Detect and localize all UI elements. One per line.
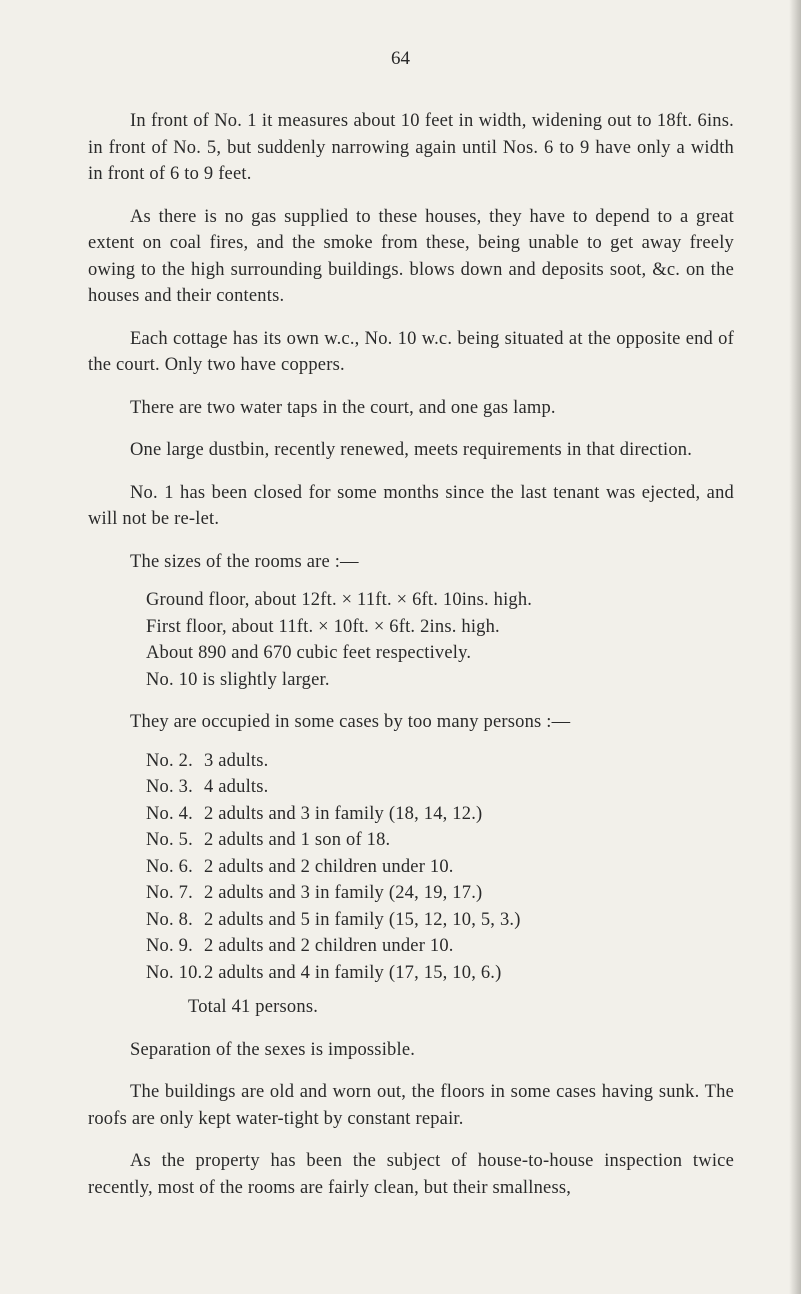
page-edge-shadow bbox=[789, 0, 801, 1294]
paragraph-water-taps: There are two water taps in the court, and one gas lamp. bbox=[130, 397, 556, 418]
paragraph-gas-smoke: As there is no gas supplied to these houses, they have to depend to a great extent on coal fires, and the smoke from these, being unable to get away freely owing to the high surrounding buildings. blows down and deposits soot, &c. on the houses and their contents. bbox=[88, 206, 734, 306]
house-number: No. 4. bbox=[146, 803, 193, 824]
occupancy-list bbox=[146, 748, 734, 987]
room-sizes-list bbox=[146, 587, 734, 693]
house-number: No. 10. bbox=[146, 962, 203, 983]
occupancy-row bbox=[146, 801, 734, 828]
house-number: No. 8. bbox=[146, 909, 193, 930]
occupancy-row bbox=[146, 827, 734, 854]
occupancy-row bbox=[146, 960, 734, 987]
paragraph-wc: Each cottage has its own w.c., No. 10 w.c. being situated at the opposite end of the court. Only two have coppers. bbox=[88, 328, 734, 375]
occupancy-row bbox=[146, 774, 734, 801]
occupants-description: 2 adults and 3 in family (24, 19, 17.) bbox=[204, 883, 483, 903]
room-size-line: About 890 and 670 cubic feet respectively. bbox=[146, 643, 472, 663]
occupants-description: 2 adults and 5 in family (15, 12, 10, 5, 3.) bbox=[204, 909, 521, 930]
occupancy-row bbox=[146, 880, 734, 907]
body-text bbox=[88, 108, 734, 1217]
room-size-line: First floor, about 11ft. × 10ft. × 6ft. 2ins. high. bbox=[146, 616, 500, 637]
occupants-description: 3 adults. bbox=[204, 750, 269, 771]
house-number: No. 6. bbox=[146, 856, 193, 877]
paragraph-buildings-condition: The buildings are old and worn out, the floors in some cases having sunk. The roofs are only kept water-tight by constant repair. bbox=[88, 1082, 734, 1129]
house-number: No. 7. bbox=[146, 883, 193, 903]
paragraph-no1-closed: No. 1 has been closed for some months since the last tenant was ejected, and will not be re-let. bbox=[88, 482, 734, 529]
occupancy-row bbox=[146, 854, 734, 881]
paragraph-inspection: As the property has been the subject of house-to-house inspection twice recently, most of the rooms are fairly clean, but their smallness, bbox=[88, 1151, 734, 1198]
paragraph-occupancy-intro: They are occupied in some cases by too many persons :— bbox=[130, 712, 571, 732]
paragraph-dustbin: One large dustbin, recently renewed, meets requirements in that direction. bbox=[130, 440, 693, 460]
house-number: No. 9. bbox=[146, 936, 193, 956]
occupants-description: 2 adults and 2 children under 10. bbox=[204, 856, 454, 877]
occupants-description: 2 adults and 1 son of 18. bbox=[204, 830, 391, 850]
house-number: No. 2. bbox=[146, 750, 193, 771]
page-number: 64 bbox=[391, 48, 410, 69]
occupants-description: 2 adults and 4 in family (17, 15, 10, 6.) bbox=[204, 962, 502, 983]
occupants-description: 2 adults and 2 children under 10. bbox=[204, 936, 454, 956]
paragraph-room-sizes-intro: The sizes of the rooms are :— bbox=[130, 551, 359, 572]
house-number: No. 5. bbox=[146, 830, 193, 850]
occupancy-row bbox=[146, 748, 734, 775]
occupancy-row bbox=[146, 933, 734, 960]
occupancy-row bbox=[146, 907, 734, 934]
room-size-line: Ground floor, about 12ft. × 11ft. × 6ft. 10ins. high. bbox=[146, 590, 533, 610]
occupants-description: 2 adults and 3 in family (18, 14, 12.) bbox=[204, 803, 483, 824]
room-size-line: No. 10 is slightly larger. bbox=[146, 669, 330, 690]
total-persons: Total 41 persons. bbox=[188, 997, 319, 1017]
occupants-description: 4 adults. bbox=[204, 777, 269, 797]
paragraph-court-width: In front of No. 1 it measures about 10 feet in width, widening out to 18ft. 6ins. in front of No. 5, but suddenly narrowing again until Nos. 6 to 9 have only a width in front of 6 to 9 feet. bbox=[88, 111, 734, 184]
house-number: No. 3. bbox=[146, 777, 193, 797]
paragraph-separation: Separation of the sexes is impossible. bbox=[130, 1039, 416, 1060]
